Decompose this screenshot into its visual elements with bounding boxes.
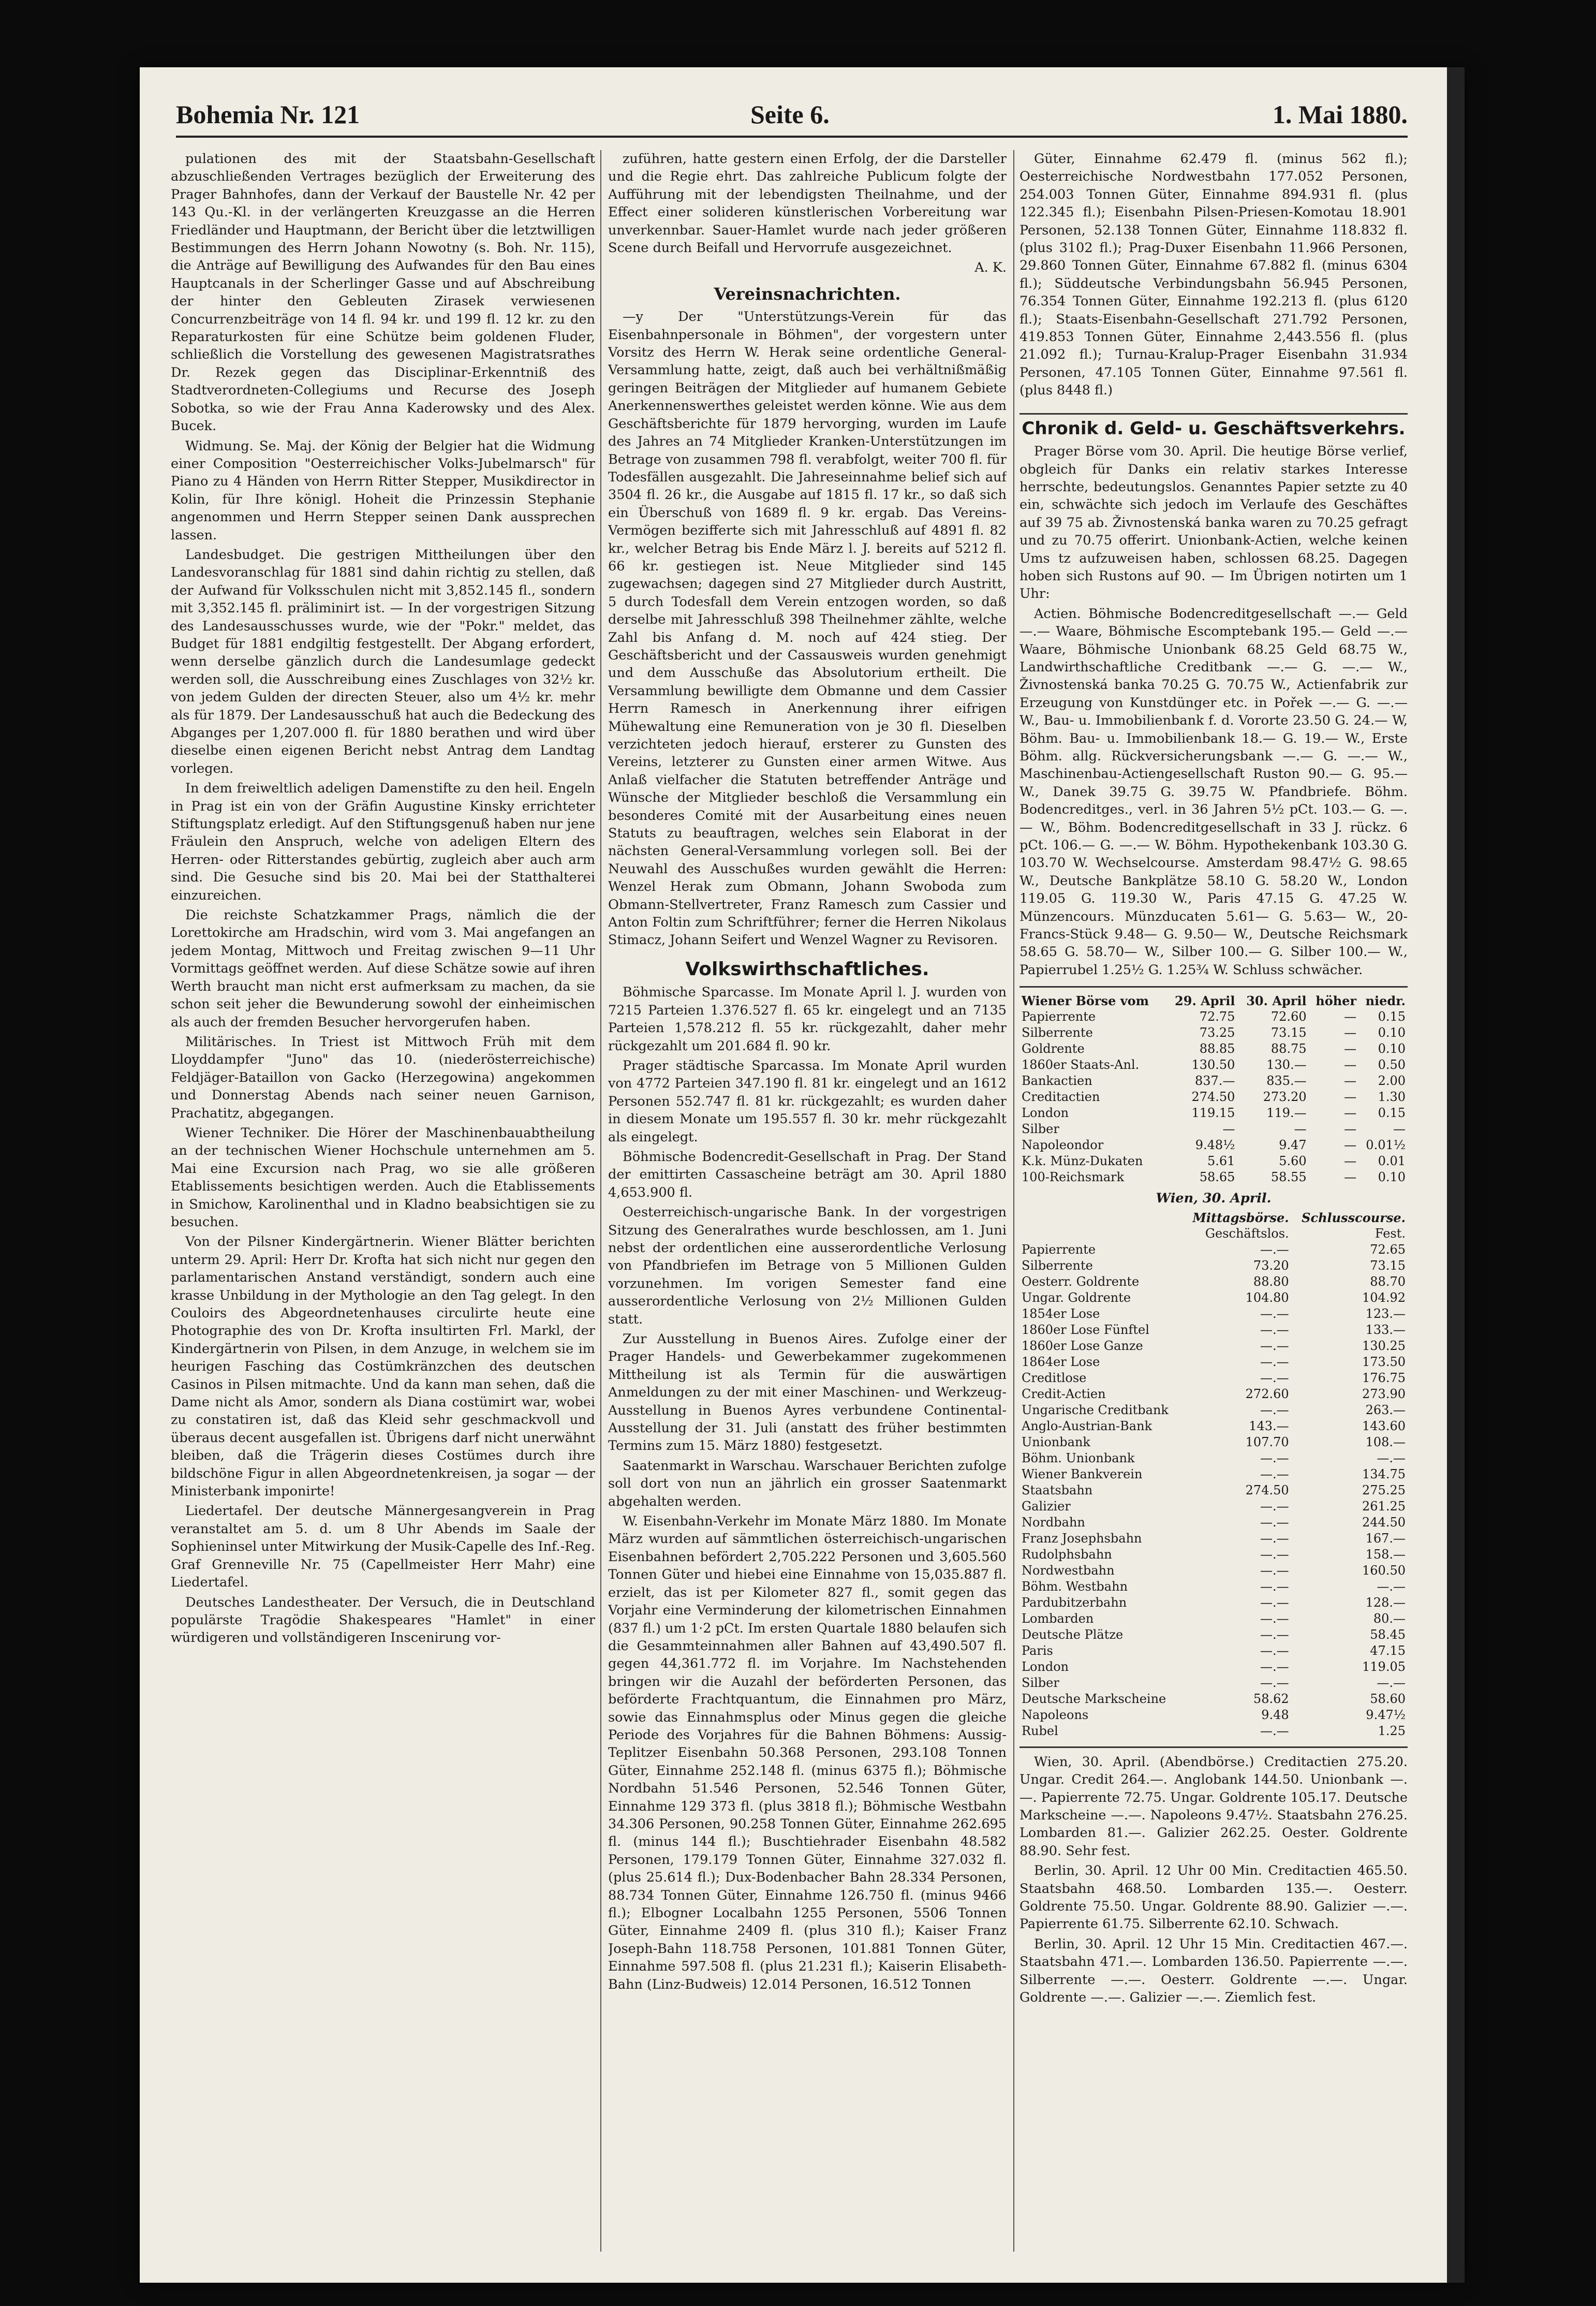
table-cell: —.— [1260,1515,1289,1530]
table-row [1019,1579,1408,1595]
table-cell: —.— [1260,1531,1289,1546]
article-damenstift: In dem freiweltlich adeligen Damenstifte zu den heil. Engeln in Prag ist ein von der Gräfin Augustine Kinsky errichteter Stiftungsplatz erledigt. Auf den Stiftungsgenuß haben nur jene Fräulein den Anspruch, welche von adeligen Eltern des Herren- oder Ritterstandes gebürtig, zugleich aber auch arm sind. Die Gesuche sind bis 20. Mai bei der Statthalterei einzureichen. [171,781,595,903]
table-cell: Böhm. Westbahn [1022,1579,1128,1594]
column-1 [171,150,595,2252]
table-cell: 133.— [1365,1322,1406,1337]
table-cell: 0.15 [1378,1009,1406,1024]
table-row [1019,1531,1408,1547]
table-row [1019,1482,1408,1499]
table-cell: — [1344,1170,1357,1185]
table-header-row [1019,1226,1408,1242]
table-cell: 88.75 [1270,1041,1307,1056]
table-cell: Galizier [1022,1499,1071,1514]
table-cell: —.— [1260,1338,1289,1353]
table-cell: 80.— [1373,1611,1406,1626]
table-cell: Unionbank [1022,1434,1090,1449]
table-cell: 58.55 [1270,1170,1307,1185]
article-widmung: Widmung. Se. Maj. der König der Belgier hat die Widmung einer Composition "Oesterreichischer Volks-Jubelmarsch" für Piano zu 4 Händen von Herrn Ritter Stepper, Musikdirector in Kolin, für Ihre königl. Hoheit die Prinzessin Stephanie angenommen und Herrn Stepper seinen Dank aussprechen lassen. [171,438,595,543]
table-cell: 2.00 [1378,1074,1406,1089]
table-cell: 1.30 [1378,1090,1406,1105]
table-cell: 273.90 [1362,1386,1406,1401]
table-cell: Staatsbahn [1022,1482,1093,1497]
table-cell: Anglo-Austrian-Bank [1022,1418,1152,1433]
table-cell: Nordbahn [1022,1515,1085,1530]
article-saatenmarkt: Saatenmarkt in Warschau. Warschauer Berichten zufolge soll dort von nun an jährlich ein grosser Saatenmarkt abgehalten werden. [608,1458,1007,1509]
divider [1019,986,1408,988]
table-cell: — [1344,1090,1357,1105]
table-row [1019,1402,1408,1418]
table-row [1019,1515,1408,1531]
table-row [1019,1434,1408,1450]
article-buenos-aires: Zur Ausstellung in Buenos Aires. Zufolge einer der Prager Handels- und Gewerbekammer zugekommenen Mittheilung ist als Termin für die auswärtigen Anmeldungen zu der mit einer Maschinen- und Werkzeug-Ausstellung in Buenos Ayres verbundene Continental-Ausstellung der 31. Juli (anstatt des früher bestimmten Termins zum 15. März 1880) festgesetzt. [608,1331,1007,1454]
table-cell: Silber [1022,1122,1059,1137]
table-cell: 73.25 [1199,1025,1235,1040]
table-cell: —.— [1260,1370,1289,1385]
table-cell: 5.61 [1207,1154,1235,1169]
table-cell: —.— [1260,1627,1289,1642]
table-cell: Rubel [1022,1723,1058,1738]
table-cell: 261.25 [1362,1499,1406,1514]
table-cell: — [1344,1074,1357,1089]
table-header-cell: Schlusscourse. [1302,1210,1406,1225]
article-schatzkammer: Die reichste Schatzkammer Prags, nämlich die der Lorettokirche am Hradschin, wird vom 3. Mai angefangen an jedem Montag, Mittwoch und Freitag zwischen 9—11 Uhr Vormittags geöffnet werden. Auf diese Schätze sowie auf ihren Werth braucht man nicht erst aufmerksam zu machen, da sie schon seit jeher die Bewunderung sowohl der einheimischen als auch der fremden Besucher hervorgerufen haben. [171,907,595,1030]
table-cell: — [1344,1154,1357,1169]
table-cell: — [1344,1138,1357,1153]
article-kurse: Actien. Böhmische Bodencreditgesellschaft —.— Geld —.— Waare, Böhmische Escomptebank 195.— Geld —.— Waare, Böhmische Unionbank 68.25 Geld 68.75 W., Landwirthschaftliche Creditbank —.— G. —.— W., Živnostenská banka 70.25 G. 70.75 W., Actienfabrik zur Erzeugung von Kunstdünger etc. in Pořek —.— G. —.— W., Bau- u. Immobilienbank f. d. Vororte 23.50 G. 24.— W, Böhm. Bau- u. Immobilienbank 18.— G. 19.— W., Erste Böhm. allg. Rückversicherungsbank —.— G. —.— W., Maschinenbau-Actiengesellschaft Ruston 90.— G. 95.— W., Danek 39.75 G. 39.75 W. Pfandbriefe. Böhm. Bodencreditges., verl. in 36 Jahren 5½ pCt. 103.— G. —.— W., Böhm. Bodencreditgesellschaft in 33 J. rückz. 6 pCt. 106.— G. —.— W. Böhm. Hypothekenbank 103.30 G. 103.70 W. Wechselcourse. Amsterdam 98.47½ G. 98.65 W., Deutsche Bankplätze 58.10 G. 58.20 W., London 119.05 G. 119.30 W., Paris 47.15 G. 47.25 W. Münzencours. Münzducaten 5.61— G. 5.63— W., 20-Francs-Stück 9.48— G. 9.50— W., Deutsche Reichsmark 58.65 G. 58.70— W., Silber 100.— G. Silber 100.— W., Papierrubel 1.25½ G. 1.25¾ W. Schluss schwächer. [1019,606,1408,978]
table-cell: — [1222,1122,1235,1137]
table-cell: Rudolphsbahn [1022,1547,1112,1562]
table-cell: Papierrente [1022,1009,1096,1024]
table-cell: Creditactien [1022,1090,1100,1105]
wien-schlusscourse-rows [1019,1242,1408,1739]
table-row [1019,1354,1408,1370]
table-row [1019,1121,1408,1137]
table-cell: Napoleons [1022,1707,1089,1722]
table-row [1019,1675,1408,1691]
table-cell: 104.92 [1362,1290,1406,1305]
table-cell: Franz Josephsbahn [1022,1531,1142,1546]
article-bodencredit: Böhmische Bodencredit-Gesellschaft in Prag. Der Stand der emittirten Cassascheine beträgt am 30. April 1880 4,653.900 fl. [608,1149,1007,1200]
table-cell: 1864er Lose [1022,1354,1100,1369]
divider [1019,1746,1408,1748]
table-cell: 0.15 [1378,1106,1406,1121]
table-row [1019,1089,1408,1105]
table-header-cell: Mittagsbörse. [1192,1210,1289,1225]
article-prager-boerse: Prager Börse vom 30. April. Die heutige Börse verlief, obgleich für Danks ein relativ starkes Interesse herrschte, bedeutungslos. Genanntes Papier setzte zu 40 ein, schwächte sich jedoch im Verlaufe des Geschäftes auf 39 75 ab. Živnostenská banka waren zu 70.25 gefragt und zu 70.75 offerirt. Unionbank-Actien, welche keinen Ums tz aufzuweisen haben, schlossen 68.25. Dagegen hoben sich Rustons auf 90. — Im Übrigen notirten um 1 Uhr: [1019,444,1408,602]
table-cell: Goldrente [1022,1041,1085,1056]
table-cell: Böhm. Unionbank [1022,1450,1135,1465]
table-cell: 143.— [1249,1418,1289,1433]
column-rule [1013,150,1014,2252]
table-cell: 130.25 [1362,1338,1406,1353]
table-cell: 9.47½ [1366,1707,1406,1722]
table-cell: London [1022,1659,1069,1674]
table-row [1019,1258,1408,1274]
table-cell: 160.50 [1362,1563,1406,1578]
table-cell: 119.15 [1191,1106,1235,1121]
table-row [1019,1595,1408,1611]
section-title-vereinsnachrichten: Vereinsnachrichten. [714,284,901,304]
table-row [1019,1306,1408,1322]
table-cell: Ungarische Creditbank [1022,1402,1169,1417]
table-cell: 72.75 [1199,1009,1235,1024]
table-cell: 134.75 [1362,1466,1406,1481]
table-cell: 107.70 [1245,1434,1289,1449]
table-cell: —.— [1260,1354,1289,1369]
table-cell: Lombarden [1022,1611,1094,1626]
table-cell: 58.60 [1370,1691,1406,1706]
table-row [1019,1338,1408,1354]
article-paragraph: zuführen, hatte gestern einen Erfolg, der die Darsteller und die Regie ehrt. Das zahlreiche Publicum folgte der Aufführung mit der lebendigsten Theilnahme, und der Effect einer solideren künstlerischen Vorbereitung war unverkennbar. Sauer-Hamlet wurde nach jeder größeren Scene durch Beifall und Hervorrufe ausgezeichnet. [608,151,1007,256]
table-cell: London [1022,1106,1069,1121]
table-header-cell: Fest. [1375,1226,1406,1241]
table-row [1019,1466,1408,1482]
table-cell: 1854er Lose [1022,1306,1100,1321]
article-ungarische-bank: Oesterreichisch-ungarische Bank. In der vorgestrigen Sitzung des Generalrathes wurde beschlossen, am 1. Juni nebst der ordentlichen eine ausserordentliche Verlosung von Pfandbriefen im Betrage von 5 Millionen Gulden vorzunehmen. Im vorigen Semester fand eine ausserordentliche Verlosung von 2½ Millionen Gulden statt. [608,1205,1007,1327]
table-cell: Ungar. Goldrente [1022,1290,1131,1305]
table-row [1019,1450,1408,1466]
table-cell: 72.60 [1270,1009,1307,1024]
table-cell: 0.01½ [1366,1138,1406,1153]
table-cell: 9.47 [1279,1138,1307,1153]
table-cell: K.k. Münz-Dukaten [1022,1154,1143,1169]
table-cell: 167.— [1365,1531,1406,1546]
table-cell: Papierrente [1022,1242,1096,1257]
table-cell: 58.62 [1253,1691,1289,1706]
table-cell: 72.65 [1370,1242,1406,1257]
table-cell: Silberrente [1022,1258,1093,1273]
table-cell: —.— [1377,1675,1406,1690]
table-header-row [1019,993,1408,1009]
table-row [1019,1723,1408,1739]
table-row [1019,1073,1408,1089]
table-cell: 128.— [1365,1595,1406,1610]
article-staedtische-sparcassa: Prager städtische Sparcassa. Im Monate April wurden von 4772 Parteien 347.190 fl. 81 kr. eingelegt und an 1612 Personen 552.747 fl. 81 kr. rückgezahlt; es wurden daher in diesem Monate um 195.557 fl. 30 kr. mehr rückgezahlt als eingelegt. [608,1057,1007,1145]
table-cell: Bankactien [1022,1074,1092,1089]
table-cell: —.— [1260,1306,1289,1321]
table-cell: 274.50 [1245,1482,1289,1497]
table-cell: 130.— [1266,1057,1307,1073]
table-row [1019,1547,1408,1563]
table-cell: 273.20 [1263,1090,1307,1105]
table-row [1019,1627,1408,1643]
table-cell: Silberrente [1022,1025,1093,1040]
table-cell: 837.— [1195,1074,1235,1089]
table-header-cell: 30. April [1246,993,1307,1009]
table-cell: — [1344,1025,1357,1040]
article-paragraph: Güter, Einnahme 62.479 fl. (minus 562 fl.); Oesterreichische Nordwestbahn 177.052 Personen, 254.003 Tonnen Güter, Einnahme 894.931 fl. (plus 122.345 fl.); Eisenbahn Pilsen-Priesen-Komotau 18.901 Personen, 52.138 Tonnen Güter, Einnahme 118.832 fl. (plus 3102 fl.); Prag-Duxer Eisenbahn 11.966 Personen, 29.860 Tonnen Güter, Einnahme 67.882 fl. (minus 6304 fl.); Süddeutsche Verbindungsbahn 56.945 Personen, 76.354 Tonnen Güter, Einnahme 192.213 fl. (plus 6120 fl.); Staats-Eisenbahn-Gesellschaft 271.792 Personen, 419.853 Tonnen Güter, Einnahme 2,443.556 fl. (plus 21.092 fl.); Turnau-Kralup-Prager Eisenbahn 31.934 Personen, 47.105 Tonnen Güter, Einnahme 97.561 fl. (plus 8448 fl.) [1019,151,1408,399]
table-cell: — [1344,1122,1357,1137]
table-cell: 275.25 [1362,1482,1406,1497]
table-header-cell: Wiener Börse vom [1022,993,1149,1009]
table-cell: 835.— [1266,1074,1307,1089]
article-berlin-1215: Berlin, 30. April. 12 Uhr 15 Min. Creditactien 467.—. Staatsbahn 471.—. Lombarden 136.50. Papierrente —.—. Silberrente —.—. Oesterr. Goldrente —.—. Ungar. Goldrente —.—. Galizier —.—. Ziemlich fest. [1019,1936,1408,2005]
article-landestheater: Deutsches Landestheater. Der Versuch, die in Deutschland populärste Tragödie Shakespeares "Hamlet" in einer würdigeren und vollständigeren Inscenirung vor- [171,1594,595,1646]
article-paragraph: pulationen des mit der Staatsbahn-Gesellschaft abzuschließenden Vertrages bezüglich der Erweiterung des Prager Bahnhofes, dann der Verkauf der Baustelle Nr. 42 per 143 Qu.-Kl. in der verlängerten Kreuzgasse an die Herren Friedländer und Hauptmann, der Bericht über die letztwilligen Bestimmungen des Herrn Johann Nowotny (s. Boh. Nr. 115), die Anträge auf Bewilligung des Aufwandes für den Bau eines Hauptcanals in der Scherlinger Gasse und auf Abschreibung der hinter den Gebleuten Zirasek verwiesenen Concurrenzbeiträge von 14 fl. 94 kr. und 199 fl. 12 kr. zu den Reparaturkosten für eine Schütze beim goldenen Fluder, schließlich die Vorstellung des gewesenen Magistratsrathes Dr. Rezek gegen das Disciplinar-Erkenntniß des Stadtverordneten-Collegiums und Recurse des Joseph Sobotka, so wie der Frau Anna Kaderowsky und des Alex. Bucek. [171,151,595,434]
table-cell: Oesterr. Goldrente [1022,1274,1140,1289]
newspaper-page [140,67,1465,2283]
table-cell: —.— [1260,1547,1289,1562]
table-cell: 274.50 [1191,1090,1235,1105]
table-cell: —.— [1260,1643,1289,1658]
table-cell: —.— [1377,1579,1406,1594]
table-cell: 88.70 [1370,1274,1406,1289]
table-cell: — [1344,1057,1357,1073]
table-cell: 119.— [1266,1106,1307,1121]
table-cell: —.— [1260,1659,1289,1674]
table-cell: 244.50 [1362,1515,1406,1530]
table-cell: —.— [1260,1402,1289,1417]
table-row [1019,1370,1408,1386]
column-3 [1019,150,1408,2252]
table-row [1019,1153,1408,1169]
table-cell: —.— [1260,1563,1289,1578]
table-cell: 272.60 [1245,1386,1289,1401]
table-cell: 0.10 [1378,1170,1406,1185]
table-row [1019,1025,1408,1041]
table-cell: —.— [1260,1611,1289,1626]
table-cell: —.— [1260,1466,1289,1481]
section-title-chronik: Chronik d. Geld- u. Geschäftsverkehrs. [1019,413,1408,437]
table-cell: Nordwestbahn [1022,1563,1115,1578]
page-number: Seite 6. [750,100,830,129]
wien-schlusscourse-table [1019,1210,1408,1739]
table-row [1019,1643,1408,1659]
table-row [1019,1418,1408,1434]
table-row [1019,1290,1408,1306]
table-cell: Napoleondor [1022,1138,1104,1153]
table-cell: 108.— [1365,1434,1406,1449]
article-liedertafel: Liedertafel. Der deutsche Männergesangverein in Prag veranstaltet am 5. d. um 8 Uhr Abends im Saale der Sophieninsel unter Mitwirkung der Musik-Capelle des Inf.-Reg. Graf Grenneville Nr. 75 (Capellmeister Herr Mahr) eine Liedertafel. [171,1503,595,1591]
table-cell: 73.20 [1253,1258,1289,1273]
table-cell: Credit-Actien [1022,1386,1106,1401]
table-cell: 130.50 [1191,1057,1235,1073]
table-row [1019,1386,1408,1402]
table-row [1019,1057,1408,1073]
table-cell: 73.15 [1270,1025,1307,1040]
issue-date: 1. Mai 1880. [1272,100,1408,129]
table-cell: —.— [1260,1450,1289,1465]
table-cell: —.— [1260,1595,1289,1610]
table-cell: Creditlose [1022,1370,1087,1385]
table-row [1019,1322,1408,1338]
wiener-boerse-table [1019,993,1408,1185]
wien-subtitle: Wien, 30. April. [1156,1191,1272,1207]
article-kindergaertnerin: Von der Pilsner Kindergärtnerin. Wiener Blätter berichten unterm 29. April: Herr Dr. Krofta hat sich nicht nur gegen den parlamentarischen Anstand verständigt, sondern auch eine krasse Unbildung in der Mythologie an den Tag gelegt. In den Couloirs des Abgeordnetenhauses circulirte heute eine Photographie des von Dr. Krofta insultirten Frl. Markl, der Kindergärtnerin von Pilsen, in dem Anzuge, in welchem sie im heurigen Fasching das Costümkränzchen des deutschen Casinos in Pilsen mitmachte. Und da kann man sehen, daß die Dame nicht als Amor, sondern als Diana costümirt war, wobei zu constatiren ist, daß das Kleid sehr geschmackvoll und überaus decent ausgefallen ist. Übrigens darf nicht unerwähnt bleiben, daß die Trägerin dieses Costümes durch ihre bildschöne Figur in allen Abgeordnetenkreisen, ja sogar — der Ministerbank imponirte! [171,1234,595,1500]
article-eisenbahn-verkehr: W. Eisenbahn-Verkehr im Monate März 1880. Im Monate März wurden auf sämmtlichen österreichisch-ungarischen Eisenbahnen befördert 2,705.222 Personen und 3,605.560 Tonnen Güter und hiebei eine Einnahme von 15,035.887 fl. erzielt, das ist per Kilometer 827 fl., somit gegen das Vorjahr eine Verminderung der kilometrischen Einnahmen (837 fl.) um 1·2 pCt. Im ersten Quartale 1880 belaufen sich die Gesammteinnahmen aller Bahnen auf 43,490.507 fl. gegen 44,361.772 fl. im Vorjahre. Im Nachstehenden bringen wir die Auzahl der beförderten Personen, das beförderte Frachtquantum, die Einnahmen pro März, sowie das Einnahmsplus oder Minus gegen die gleiche Periode des Vorjahres für die Bahnen Böhmens: Aussig-Teplitzer Eisenbahn 50.368 Personen, 293.108 Tonnen Güter, Einnahme 252.148 fl. (minus 6375 fl.); Böhmische Nordbahn 51.546 Personen, 52.546 Tonnen Güter, Einnahme 129 373 fl. (plus 3818 fl.); Böhmische Westbahn 34.306 Personen, 90.258 Tonnen Güter, Einnahme 262.695 fl. (minus 144 fl.); Buschtiehrader Eisenbahn 48.582 Personen, 179.179 Tonnen Güter, Einnahme 327.032 fl. (plus 25.614 fl.); Dux-Bodenbacher Bahn 28.334 Personen, 88.734 Tonnen Güter, Einnahme 126.750 fl. (minus 9466 fl.); Elbogner Localbahn 1255 Personen, 5506 Tonnen Güter, Einnahme 2409 fl. (plus 310 fl.); Kaiser Franz Joseph-Bahn 118.758 Personen, 101.881 Tonnen Güter, Einnahme 597.508 fl. (plus 21.231 fl.); Kaiserin Elisabeth-Bahn (Linz-Budweis) 12.014 Personen, 16.512 Tonnen [608,1514,1007,1992]
table-cell: Wiener Bankverein [1022,1466,1143,1481]
section-title-volkswirthschaftliches: Volkswirthschaftliches. [685,958,929,980]
table-row [1019,1169,1408,1185]
table-cell: 173.50 [1362,1354,1406,1369]
table-cell: 263.— [1365,1402,1406,1417]
table-cell: Deutsche Plätze [1022,1627,1124,1642]
table-cell: —.— [1260,1499,1289,1514]
table-cell: 47.15 [1370,1643,1406,1658]
table-cell: Pardubitzerbahn [1022,1595,1127,1610]
article-landesbudget: Landesbudget. Die gestrigen Mittheilungen über den Landesvoranschlag für 1881 sind dahin richtig zu stellen, daß der Aufwand für Volksschulen nicht mit 3,852.145 fl., sondern mit 3,352.145 fl. präliminirt ist. — In der vorgestrigen Sitzung des Landesausschusses wurde, wie der "Pokr." meldet, das Budget für 1881 endgiltig festgestellt. Der Abgang erfordert, wenn derselbe gänzlich durch die Landesumlage gedeckt werden soll, die Ausschreibung eines Zuschlages von 32½ kr. von jedem Gulden der directen Steuer, also um 4½ kr. mehr als für 1879. Der Landesausschuß hat auch die Bedeckung des Abganges per 1,207.000 fl. für 1880 berathen und wird über dieselbe einen eigenen Bericht nebst Antrag dem Landtag vorlegen. [171,547,595,776]
table-cell: 58.65 [1199,1170,1235,1185]
table-cell: Silber [1022,1675,1059,1690]
table-row [1019,1137,1408,1153]
table-row [1019,1707,1408,1723]
table-cell: 88.85 [1199,1041,1235,1056]
table-cell: —.— [1377,1450,1406,1465]
article-militaerisches: Militärisches. In Triest ist Mittwoch Früh mit dem Lloyddampfer "Juno" das 10. (niederösterreichische) Feldjäger-Bataillon von Gacko (Herzegowina) angekommen und Donnerstag Abends nach seiner neuen Garnison, Prachatitz, abgegangen. [171,1034,595,1121]
table-row [1019,1563,1408,1579]
table-row [1019,1659,1408,1675]
table-cell: Paris [1022,1643,1053,1658]
table-header-cell: höher [1316,993,1357,1009]
author-signature: A. K. [974,260,1007,276]
column-2 [608,150,1007,2252]
table-row [1019,1242,1408,1258]
table-row [1019,1499,1408,1515]
table-cell: — [1393,1122,1406,1137]
table-cell: 104.80 [1245,1290,1289,1305]
table-row [1019,1041,1408,1057]
table-cell: 0.10 [1378,1041,1406,1056]
table-cell: 1860er Lose Fünftel [1022,1322,1149,1337]
table-cell: 1.25 [1378,1723,1406,1738]
table-cell: 73.15 [1370,1258,1406,1273]
table-header-cell: 29. April [1175,993,1235,1009]
masthead-issue: Bohemia Nr. 121 [176,100,360,129]
table-header-cell: Geschäftslos. [1205,1226,1289,1241]
table-cell: 0.01 [1378,1154,1406,1169]
scan-edge [1447,67,1465,2283]
table-cell: —.— [1260,1242,1289,1257]
article-wiener-techniker: Wiener Techniker. Die Hörer der Maschinenbauabtheilung an der technischen Wiener Hochschule unternehmen am 5. Mai eine Excursion nach Prag, wo sie alle größeren Etablissements besichtigen werden. Auch die Etablissements in Smichow, Karolinenthal und in Kladno beabsichtigen sie zu besuchen. [171,1125,595,1230]
table-header-cell: niedr. [1365,993,1406,1009]
table-cell: 1860er Staats-Anl. [1022,1057,1140,1073]
table-cell: — [1294,1122,1307,1137]
table-header-row [1019,1210,1408,1226]
table-cell: —.— [1260,1723,1289,1738]
table-cell: 123.— [1365,1306,1406,1321]
table-row [1019,1009,1408,1025]
table-cell: 0.10 [1378,1025,1406,1040]
table-cell: 88.80 [1253,1274,1289,1289]
article-wien-abendboerse: Wien, 30. April. (Abendbörse.) Creditactien 275.20. Ungar. Credit 264.—. Anglobank 144.50. Unionbank —.—. Papierrente 72.75. Ungar. Goldrente 105.17. Deutsche Markscheine —.—. Napoleons 9.47½. Staatsbahn 276.25. Lombarden 81.—. Galizier 262.25. Oester. Goldrente 88.90. Sehr fest. [1019,1754,1408,1859]
table-row [1019,1105,1408,1121]
table-cell: Deutsche Markscheine [1022,1691,1166,1706]
table-cell: 0.50 [1378,1057,1406,1073]
table-cell: 5.60 [1279,1154,1307,1169]
table-cell: 119.05 [1362,1659,1406,1674]
table-cell: 9.48½ [1195,1138,1235,1153]
table-cell: —.— [1260,1579,1289,1594]
table-cell: 176.75 [1362,1370,1406,1385]
table-cell: —.— [1260,1322,1289,1337]
table-cell: — [1344,1041,1357,1056]
table-cell: 143.60 [1362,1418,1406,1433]
page-header [176,99,1408,138]
table-row [1019,1611,1408,1627]
column-rule [600,150,601,2252]
table-cell: 1860er Lose Ganze [1022,1338,1143,1353]
table-cell: —.— [1260,1675,1289,1690]
table-row [1019,1274,1408,1290]
table-cell: 9.48 [1261,1707,1289,1722]
table-cell: 58.45 [1370,1627,1406,1642]
article-sparcasse: Böhmische Sparcasse. Im Monate April l. J. wurden von 7215 Parteien 1.376.527 fl. 65 kr. eingelegt und an 7135 Parteien 1,578.212 fl. 55 kr. rückgezahlt, daher mehr rückgezahlt um 201.684 fl. 90 kr. [608,985,1007,1054]
table-cell: — [1344,1009,1357,1024]
table-cell: — [1344,1106,1357,1121]
table-row [1019,1691,1408,1707]
table-cell: 158.— [1365,1547,1406,1562]
article-unterstuetzungsverein: —y Der "Unterstützungs-Verein für das Eisenbahnpersonale in Böhmen", der vorgestern unter Vorsitz des Herrn W. Herak seine ordentliche General-Versammlung hatte, zeigt, daß auch bei verhältnißmäßig geringen Beiträgen der Mitglieder auf humanem Gebiete Anerkennenswerthes geleistet werden könne. Wie aus dem Geschäftsberichte für 1879 hervorging, wurden im Laufe des Jahres an 74 Mitglieder Kranken-Unterstützungen im Betrage von zusammen 798 fl. verabfolgt, weiter 700 fl. für Todesfällen ausgezahlt. Die Jahreseinnahme belief sich auf 3504 fl. 26 kr., die Ausgabe auf 1815 fl. 17 kr., so daß sich ein Überschuß von 1689 fl. 9 kr. ergab. Das Vereins-Vermögen bezifferte sich mit Jahresschluß auf 4891 fl. 82 kr., welcher Betrag bis Ende März l. J. bereits auf 5212 fl. 66 kr. gestiegen ist. Neue Mitglieder sind 145 zugewachsen; dagegen sind 27 Mitglieder durch Austritt, 5 durch Todesfall dem Verein entzogen worden, so daß derselbe mit Jahresschluß 398 Theilnehmer zählte, welche Zahl bis Anfang d. M. noch auf 424 stieg. Der Geschäftsbericht und der Cassausweis wurden genehmigt und dem Ausschuße das Absolutorium ertheilt. Die Versammlung bewilligte dem Obmanne und dem Cassier Herrn Ramesch in Anerkennung ihrer eifrigen Mühewaltung eine Remuneration von je 30 fl. Dieselben verzichteten jedoch hierauf, ersterer zu Gunsten des Vereins, letzterer zu Gunsten einer armen Witwe. Aus Anlaß vielfacher die Statuten betreffender Anträge und Wünsche der Mitglieder beschloß die Versammlung ein besonderes Comité mit der Ausarbeitung eines neuen Statuts zu beauftragen, welches sein Elaborat in der nächsten General-Versammlung vorlegen soll. Bei der Neuwahl des Ausschußes wurden gewählt die Herren: Wenzel Herak zum Obmann, Johann Swoboda zum Obmann-Stellvertreter, Franz Ramesch zum Cassier und Anton Foltin zum Schriftführer; ferner die Herren Nikolaus Stimacz, Johann Seifert und Wenzel Wagner zu Revisoren. [608,309,1007,948]
wiener-boerse-rows [1019,1009,1408,1185]
article-berlin-1200: Berlin, 30. April. 12 Uhr 00 Min. Creditactien 465.50. Staatsbahn 468.50. Lombarden 135.—. Oesterr. Goldrente 75.50. Ungar. Goldrente 88.90. Galizier —.—. Papierrente 61.75. Silberrente 62.10. Schwach. [1019,1863,1408,1932]
table-cell: 100-Reichsmark [1022,1170,1125,1185]
